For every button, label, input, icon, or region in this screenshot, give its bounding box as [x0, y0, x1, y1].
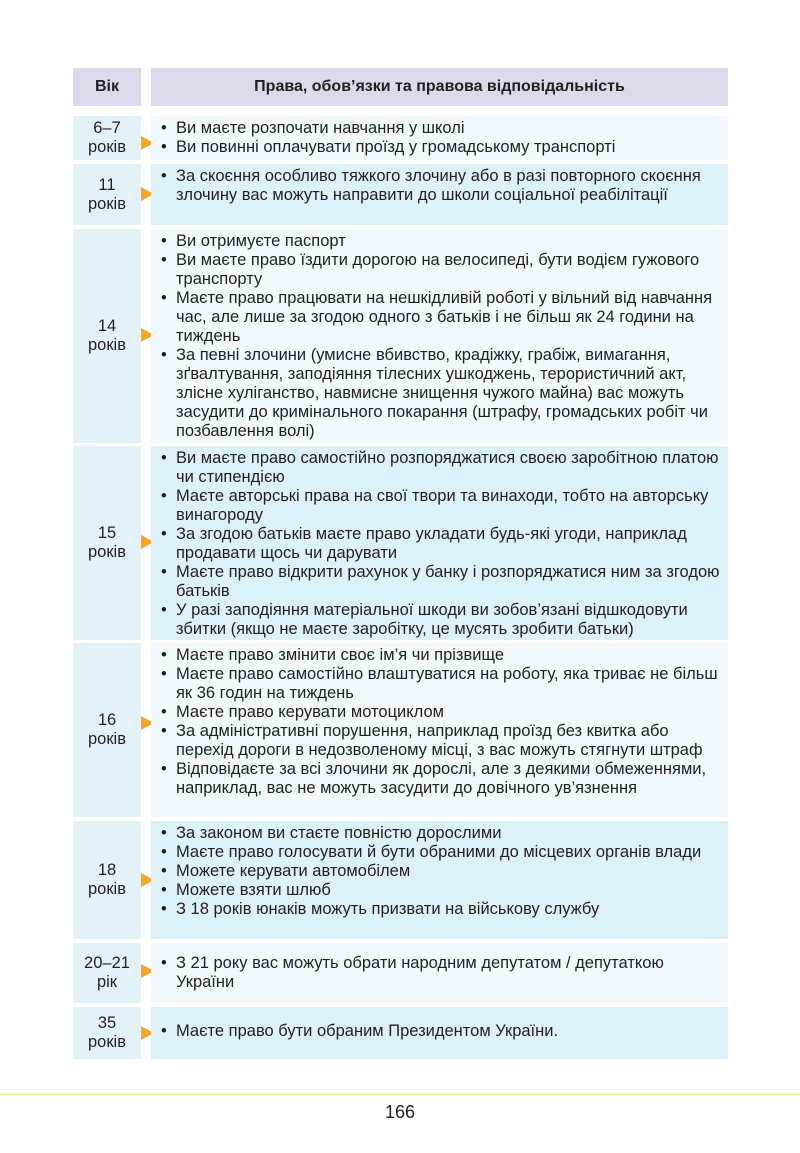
list-item: • Ви маєте право їздити дорогою на велосипеді, бути водієм гужового транспорту	[161, 251, 722, 289]
list-item: • Маєте авторські права на свої твори та винаходи, тобто на авторську винагороду	[161, 487, 722, 525]
table-row	[0, 1007, 800, 1059]
list-item: • З 21 року вас можуть обрати народним депутатом / депутаткою України	[161, 954, 722, 992]
rights-cell	[151, 229, 728, 443]
age-cell	[73, 643, 141, 817]
age-value: 11	[98, 175, 116, 194]
age-cell	[73, 1007, 141, 1059]
age-cell	[73, 229, 141, 443]
table-row	[0, 643, 800, 817]
age-unit: років	[87, 194, 126, 213]
list-item: • За законом ви стаєте повністю дорослими	[161, 824, 722, 843]
rights-cell	[151, 164, 728, 225]
list-item: • Ви повинні оплачувати проїзд у громадському транспорті	[161, 138, 722, 157]
rights-cell	[151, 943, 728, 1003]
list-item: • Можете взяти шлюб	[161, 881, 722, 900]
list-item: • Маєте право змінити своє ім’я чи прізвище	[161, 646, 722, 665]
age-unit: рік	[96, 973, 118, 991]
age-value: 14	[97, 317, 117, 335]
header-rights: Права, обов’язки та правова відповідальність	[151, 68, 728, 106]
list-item: • Ви маєте право самостійно розпоряджатися своєю заробітною платою чи стипендією	[161, 449, 722, 487]
age-cell	[73, 164, 141, 225]
age-value: 20–21	[84, 954, 130, 972]
age-unit: років	[87, 1033, 126, 1051]
table-row	[0, 821, 800, 939]
list-item: • З 18 років юнаків можуть призвати на військову службу	[161, 900, 722, 919]
list-item: • Маєте право голосувати й бути обраними до місцевих органів влади	[161, 843, 722, 862]
table-row	[0, 943, 800, 1003]
list-item: • За адміністративні порушення, наприклад проїзд без квитка або перехід дороги в недозволеному місці, з вас можуть стягнути штраф	[161, 722, 722, 760]
list-item: • Можете керувати автомобілем	[161, 862, 722, 881]
table-row	[0, 229, 800, 443]
table-row	[0, 164, 800, 225]
age-cell	[73, 821, 141, 939]
age-unit: років	[87, 543, 126, 561]
rights-cell	[151, 821, 728, 939]
list-item: • Маєте право працювати на нешкідливій роботі у вільний від навчання час, але лише за згодою одного з батьків і не більш як 24 години на тиждень	[161, 289, 722, 346]
list-item: • Маєте право відкрити рахунок у банку і розпоряджатися ним за згодою батьків	[161, 563, 722, 601]
table-row	[0, 446, 800, 640]
age-unit: років	[87, 138, 126, 156]
age-cell	[73, 446, 141, 640]
list-item: • За згодою батьків маєте право укладати будь-які угоди, наприклад продавати щось чи дарувати	[161, 525, 722, 563]
age-value: 6–7	[93, 119, 121, 137]
age-unit: років	[87, 880, 126, 898]
age-unit: років	[87, 730, 126, 748]
header-age: Вік	[73, 68, 141, 106]
rights-cell	[151, 643, 728, 817]
age-value: 16	[97, 711, 117, 729]
age-value: 15	[97, 524, 117, 542]
age-cell	[73, 116, 141, 160]
list-item: • Маєте право керувати мотоциклом	[161, 703, 722, 722]
list-item: • Відповідаєте за всі злочини як дорослі, але з деякими обмеженнями, наприклад, вас не можуть засудити до довічного ув’язнення	[161, 760, 722, 798]
rights-cell	[151, 1007, 728, 1059]
list-item: • Ви отримуєте паспорт	[161, 232, 722, 251]
table-row	[0, 116, 800, 160]
list-item: • У разі заподіяння матеріальної шкоди ви зобов’язані відшкодовути збитки (якщо не маєте заробітку, це мусять зробити батьки)	[161, 601, 722, 639]
rights-cell	[151, 446, 728, 640]
page-number: 166	[384, 1102, 416, 1122]
rights-cell	[151, 116, 728, 160]
age-value: 35	[97, 1014, 117, 1032]
list-item: • Маєте право бути обраним Президентом України.	[161, 1022, 722, 1041]
age-value: 18	[97, 861, 117, 879]
age-unit: років	[87, 336, 126, 354]
footer-divider	[0, 1094, 800, 1095]
list-item: • За скоєння особливо тяжкого злочину або в разі повторного скоєння злочину вас можуть направити до школи соціальної реабілітації	[161, 167, 722, 205]
list-item: • Маєте право самостійно влаштуватися на роботу, яка триває не більш як 36 годин на тиждень	[161, 665, 722, 703]
list-item: • За певні злочини (умисне вбивство, крадіжку, грабіж, вимагання, зґвалтування, заподіяння тілесних ушкоджень, терористичний акт, злісне хуліганство, навмисне знищення чужого майна) вас можуть засудити до кримінального покарання (штрафу, громадських робіт чи позбавлення волі)	[161, 346, 722, 441]
list-item: • Ви маєте розпочати навчання у школі	[161, 119, 722, 138]
age-cell	[73, 943, 141, 1003]
